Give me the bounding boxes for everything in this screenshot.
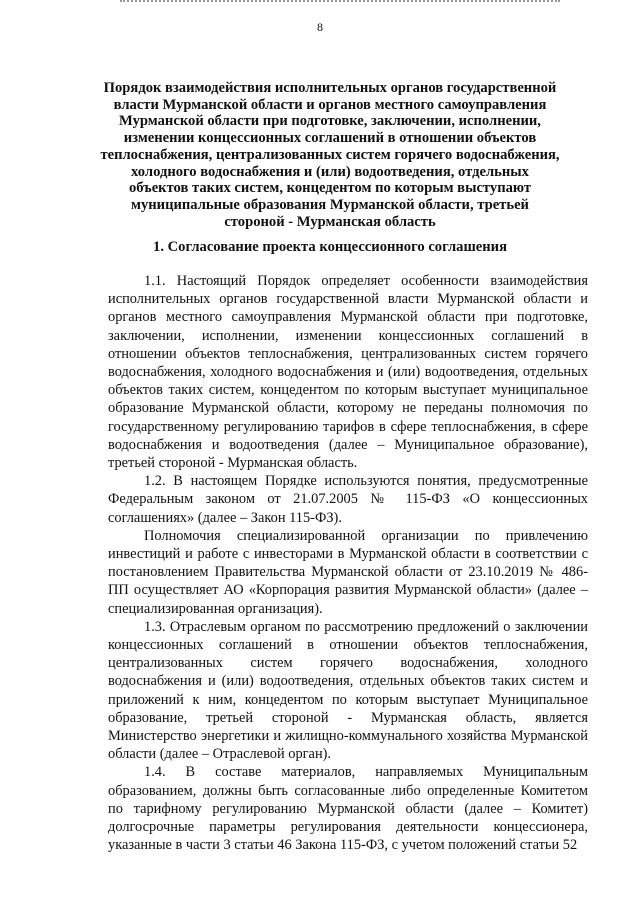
section-heading: 1. Согласование проекта концессионного соглашения [153, 239, 507, 255]
scan-artifact [120, 0, 560, 6]
page-number: 8 [317, 20, 323, 34]
paragraph-1-4: 1.4. В составе материалов, направляемых Муниципальным образованием, должны быть согласованные либо определенные Комитетом по тарифному регулированию Мурманской области (далее – Комитет) долгосрочные параметры регулирования деятельности концессионера, указанные в части 3 статьи 46 Закона 115-ФЗ, с учетом положений статьи 52 [108, 764, 588, 854]
paragraph-authority: Полномочия специализированной организации по привлечению инвестиций и работе с инвесторами в Мурманской области в соответствии с постановлением Правительства Мурманской области от 23.10.2019 № 486-ПП осуществляет АО «Корпорация развития Мурманской области» (далее – специализированная организация). [108, 527, 588, 617]
document-title: Порядок взаимодействия исполнительных органов государственной власти Мурманской области и органов местного самоуправления Мурманской области при подготовке, заключении, исполнении, изменении концессионных соглашений в отношении объектов теплоснабжения, централизованных систем горячего водоснабжения, холодного водоснабжения и (или) водоотведения, отдельных объектов таких систем, концедентом по которым выступают муниципальные образования Мурманской области, третьей стороной - Мурманская область [100, 80, 560, 230]
paragraph-1-1: 1.1. Настоящий Порядок определяет особенности взаимодействия исполнительных органов государственной власти Мурманской области и органов местного самоуправления Мурманской области при подготовке, заключении, исполнении, изменении концессионных соглашений в отношении объектов теплоснабжения, централизованных систем горячего водоснабжения, холодного водоснабжения и (или) водоотведения, отдельных объектов таких систем, концедентом по которым выступает муниципальное образование Мурманской области, которому не переданы полномочия по государственному регулированию тарифов в сфере теплоснабжения, в сфере водоснабжения и водоотведения (далее – Муниципальное образование), третьей стороной - Мурманская область. [108, 273, 588, 472]
paragraph-1-2: 1.2. В настоящем Порядке используются понятия, предусмотренные Федеральным законом от 21.07.2005 № 115-ФЗ «О концессионных соглашениях» (далее – Закон 115-ФЗ). [108, 473, 588, 526]
paragraph-1-3: 1.3. Отраслевым органом по рассмотрению предложений о заключении концессионных соглашений в отношении объектов теплоснабжения, централизованных систем горячего водоснабжения, холодного водоснабжения и (или) водоотведения, отдельных объектов таких систем и приложений к ним, концедентом по которым выступает Муниципальное образование, третьей стороной - Мурманская область, является Министерство энергетики и жилищно-коммунального хозяйства Мурманской области (далее – Отраслевой орган). [108, 618, 588, 763]
body-text [108, 272, 588, 855]
